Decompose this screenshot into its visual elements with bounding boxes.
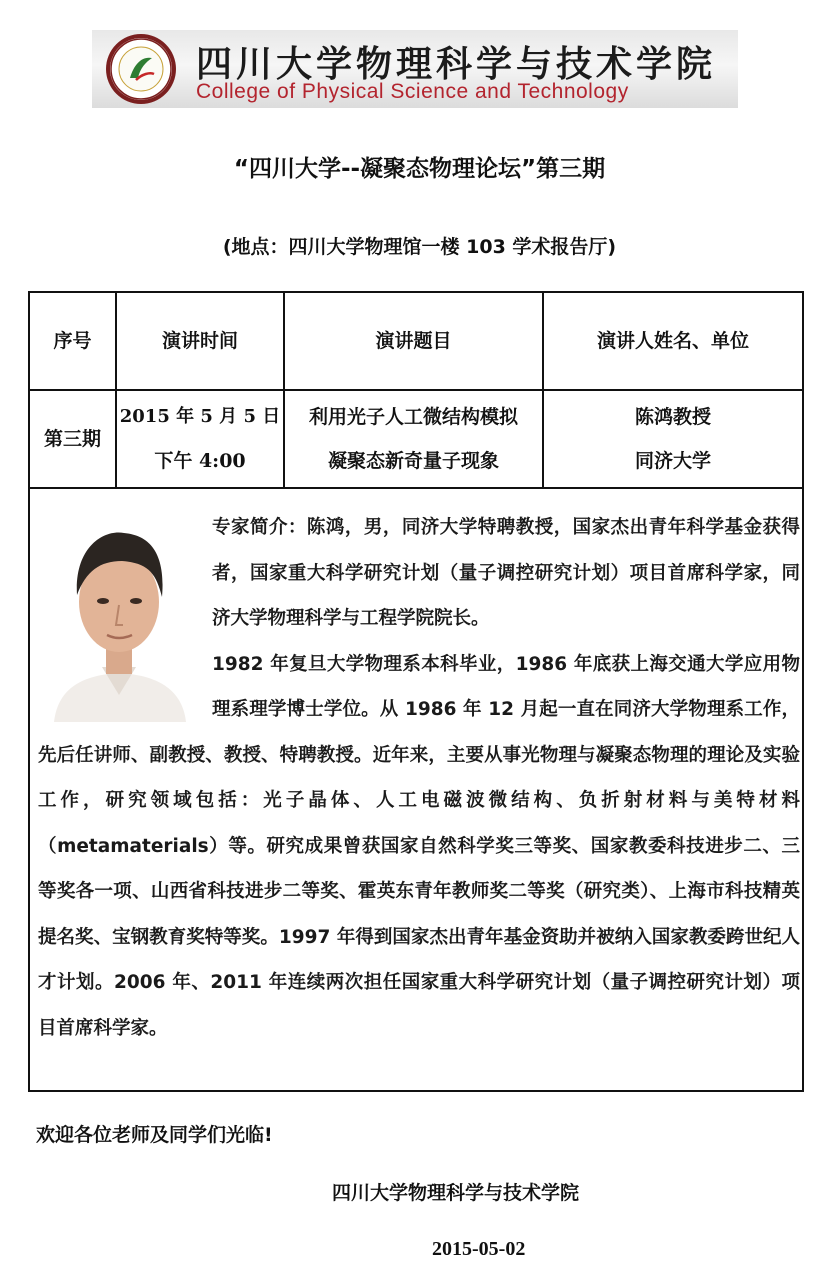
speaker-name: 陈鸿教授	[634, 406, 711, 428]
forum-title: “四川大学--凝聚态物理论坛”第三期	[233, 156, 606, 182]
header-topic: 演讲题目	[375, 330, 452, 352]
lecture-table	[28, 291, 804, 1092]
bio-paragraph-2: 1982 年复旦大学物理系本科毕业，1986 年底获上海交通大学应用物理系理学博士学位。从 1986 年 12 月起一直在同济大学物理系工作，先后任讲师、副教授、教授、特聘教授。近年来，主要从事光物理与凝聚态物理的理论及实验工作，研究领域包括：光子晶体、人工电磁波微结构、负折射材料与美特材料（metamaterials）等。研究成果曾获国家自然科学奖三等奖、国家教委科技进步二、三等奖各一项、山西省科技进步二等奖、霍英东青年教师奖二等奖（研究类）、上海市科技精英提名奖、宝钢教育奖特等奖。1997 年得到国家杰出青年基金资助并被纳入国家教委跨世纪人才计划。2006 年、2011 年连续两次担任国家重大科学研究计划（量子调控研究计划）项目首席科学家。	[38, 653, 800, 1039]
table-divider	[30, 487, 802, 489]
row-speaker	[544, 391, 802, 487]
row-topic-line1: 利用光子人工微结构模拟	[308, 406, 518, 428]
organizer-name: 四川大学物理科学与技术学院	[332, 1182, 580, 1204]
header-number: 序号	[53, 330, 92, 352]
venue-line: (地点：四川大学物理馆一楼 103 学术报告厅)	[222, 236, 617, 258]
banner-college-name-en: College of Physical Science and Technology	[196, 80, 629, 103]
header-time: 演讲时间	[161, 330, 238, 352]
issue-date: 2015-05-02	[432, 1238, 526, 1260]
bio-paragraph-1: 专家简介：陈鸿，男，同济大学特聘教授，国家杰出青年科学基金获得者，国家重大科学研究计划（量子调控研究计划）项目首席科学家，同济大学物理科学与工程学院院长。	[212, 517, 800, 629]
row-time-date: 2015 年 5 月 5 日	[119, 406, 281, 427]
row-time	[117, 391, 283, 487]
speaker-photo	[44, 507, 194, 722]
speaker-affiliation: 同济大学	[634, 450, 711, 472]
header-speaker: 演讲人姓名、单位	[596, 330, 749, 352]
banner-college-name-cn: 四川大学物理科学与技术学院	[196, 43, 717, 85]
row-topic-line2: 凝聚态新奇量子现象	[327, 450, 499, 472]
speaker-bio	[38, 505, 800, 1051]
college-banner	[92, 30, 738, 108]
row-topic	[285, 391, 542, 487]
row-number: 第三期	[43, 428, 101, 450]
university-seal-icon	[106, 34, 176, 104]
row-time-hour: 下午 4:00	[154, 450, 246, 472]
welcome-text: 欢迎各位老师及同学们光临!	[36, 1124, 273, 1146]
